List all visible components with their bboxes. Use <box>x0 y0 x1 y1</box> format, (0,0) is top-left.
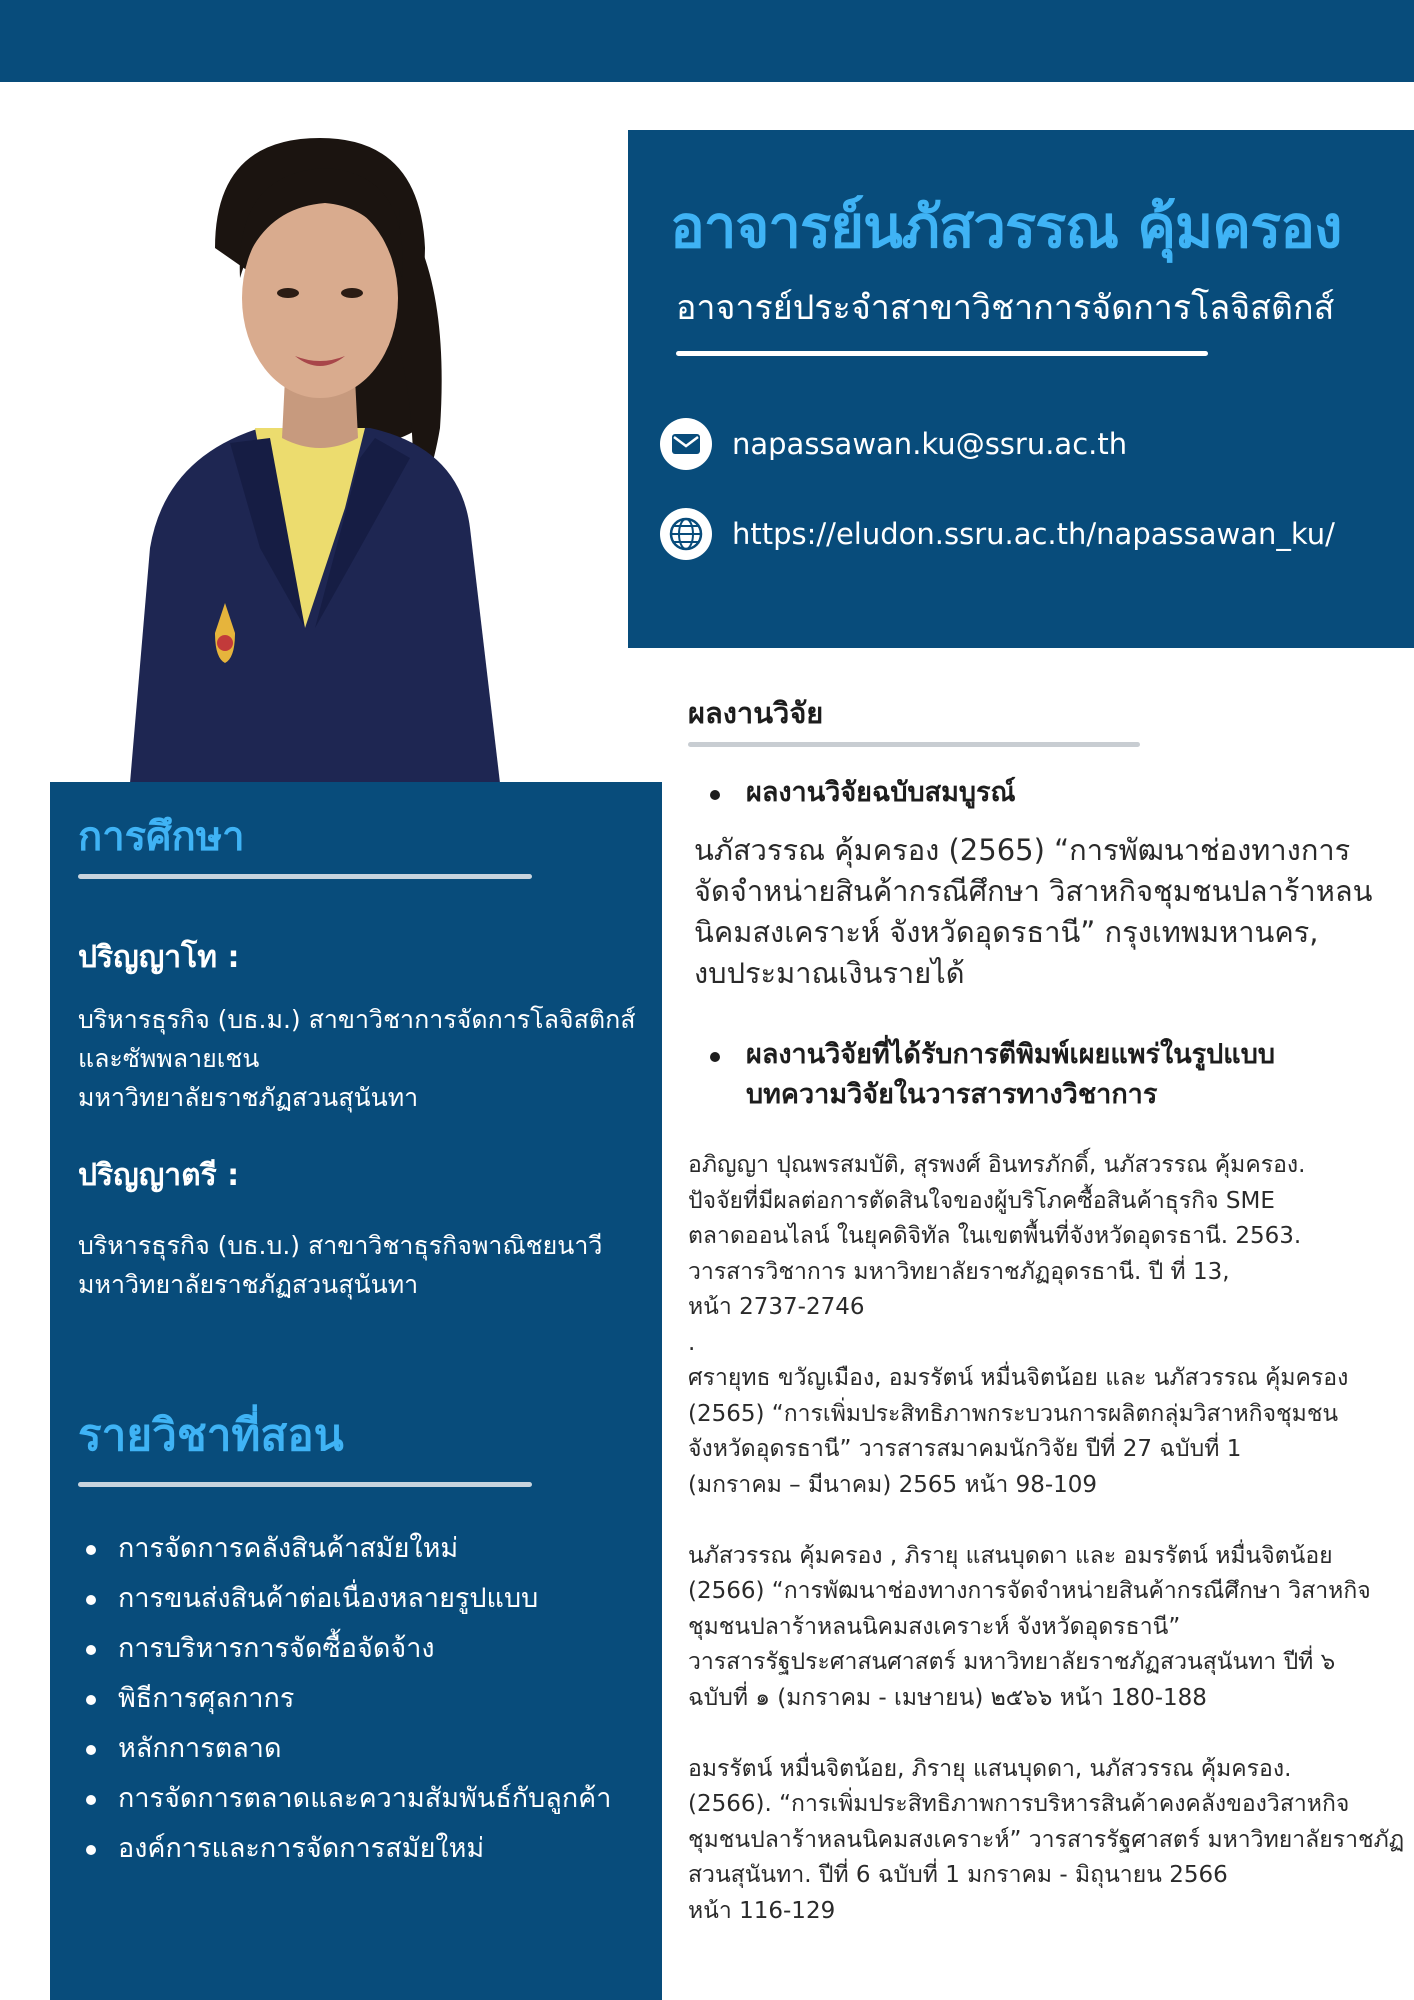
bachelor-degree-line: มหาวิทยาลัยราชภัฏสวนสุนันทา <box>78 1270 419 1299</box>
published-research-heading: ผลงานวิจัยที่ได้รับการตีพิมพ์เผยแพร่ในรูปแบบ <box>746 1039 1275 1070</box>
reference-line: ปัจจัยที่มีผลต่อการตัดสินใจของผู้บริโภคซื้อสินค้าธุรกิจ SME <box>688 1187 1275 1214</box>
master-degree-line: บริหารธุรกิจ (บธ.ม.) สาขาวิชาการจัดการโลจิสติกส์ <box>78 1005 636 1034</box>
reference-line: วารสารวิชาการ มหาวิทยาลัยราชภัฏอุดรธานี. ปี ที่ 13, <box>688 1258 1230 1285</box>
course-item: การขนส่งสินค้าต่อเนื่องหลายรูปแบบ <box>78 1574 611 1624</box>
research-heading: ผลงานวิจัย <box>688 696 824 730</box>
website-link[interactable]: https://eludon.ssru.ac.th/napassawan_ku/ <box>732 517 1335 551</box>
full-research-line: นิคมสงเคราะห์ จังหวัดอุดรธานี” กรุงเทพมหานคร, <box>694 915 1319 949</box>
course-item: องค์การและการจัดการสมัยใหม่ <box>78 1824 611 1874</box>
course-item: การจัดการคลังสินค้าสมัยใหม่ <box>78 1524 611 1574</box>
reference-line: หน้า 116-129 <box>688 1897 836 1924</box>
full-research-line: นภัสวรรณ คุ้มครอง (2565) “การพัฒนาช่องทางการ <box>694 833 1351 867</box>
divider <box>78 1482 532 1487</box>
website-contact[interactable] <box>660 506 1335 562</box>
full-research-line: งบประมาณเงินรายได้ <box>694 956 965 990</box>
reference-entry <box>688 1148 1404 1361</box>
master-degree-line: และซัพพลายเชน <box>78 1044 260 1073</box>
reference-entry <box>688 1361 1404 1503</box>
globe-icon <box>660 508 712 560</box>
course-item: การจัดการตลาดและความสัมพันธ์กับลูกค้า <box>78 1774 611 1824</box>
person-name: อาจารย์นภัสวรรณ คุ้มครอง <box>670 193 1342 261</box>
reference-list <box>688 1148 1404 1929</box>
full-research-heading: ผลงานวิจัยฉบับสมบูรณ์ <box>746 777 1016 808</box>
reference-entry <box>688 1539 1404 1717</box>
master-degree-line: มหาวิทยาลัยราชภัฏสวนสุนันทา <box>78 1083 419 1112</box>
profile-photo <box>120 128 550 783</box>
email-link[interactable]: napassawan.ku@ssru.ac.th <box>732 427 1128 461</box>
reference-line: จังหวัดอุดรธานี” วารสารสมาคมนักวิจัย ปีที่ 27 ฉบับที่ 1 <box>688 1436 1242 1462</box>
divider <box>676 351 1208 356</box>
mail-icon <box>660 418 712 470</box>
bullet <box>710 790 720 800</box>
full-research-entry <box>694 830 1372 994</box>
reference-line: (2566) “การพัฒนาช่องทางการจัดจำหน่ายสินค้ากรณีศึกษา วิสาหกิจ <box>688 1578 1371 1604</box>
left-panel <box>50 782 662 2000</box>
reference-line: สวนสุนันทา. ปีที่ 6 ฉบับที่ 1 มกราคม - มิถุนายน 2566 <box>688 1862 1228 1888</box>
email-contact[interactable] <box>660 416 1127 472</box>
course-list <box>78 1524 611 1874</box>
reference-line: . <box>688 1329 696 1356</box>
reference-entry <box>688 1752 1404 1930</box>
reference-line: อภิญญา ปุณพรสมบัติ, สุรพงศ์ อินทรภักดิ์, นภัสวรรณ คุ้มครอง. <box>688 1152 1306 1178</box>
reference-line: (มกราคม – มีนาคม) 2565 หน้า 98-109 <box>688 1471 1098 1498</box>
education-heading: การศึกษา <box>78 814 245 860</box>
reference-line: หน้า 2737-2746 <box>688 1294 865 1320</box>
reference-line: อมรรัตน์ หมื่นจิตน้อย, ภิรายุ แสนบุดดา, นภัสวรรณ คุ้มครอง. <box>688 1755 1292 1782</box>
reference-line: ชุมชนปลาร้าหลนนิคมสงเคราะห์” วารสารรัฐศาสตร์ มหาวิทยาลัยราชภัฏ <box>688 1826 1405 1853</box>
top-banner <box>0 0 1414 82</box>
divider <box>78 874 532 879</box>
master-degree-title: ปริญญาโท : <box>78 940 240 975</box>
divider <box>688 742 1140 747</box>
reference-line: ตลาดออนไลน์ ในยุคดิจิทัล ในเขตพื้นที่จังหวัดอุดรธานี. 2563. <box>688 1223 1302 1249</box>
header-panel <box>628 130 1414 648</box>
reference-line: (2566). “การเพิ่มประสิทธิภาพการบริหารสินค้าคงคลังของวิสาหกิจ <box>688 1791 1350 1817</box>
reference-line: วารสารรัฐประศาสนศาสตร์ มหาวิทยาลัยราชภัฏสวนสุนันทา ปีที่ ๖ <box>688 1649 1336 1675</box>
reference-line: (2565) “การเพิ่มประสิทธิภาพกระบวนการผลิตกลุ่มวิสาหกิจชุมชน <box>688 1400 1339 1427</box>
full-research-line: จัดจำหน่ายสินค้ากรณีศึกษา วิสาหกิจชุมชนปลาร้าหลน <box>694 874 1373 908</box>
job-title: อาจารย์ประจำสาขาวิชาการจัดการโลจิสติกส์ <box>676 288 1335 328</box>
bachelor-degree-line: บริหารธุรกิจ (บธ.บ.) สาขาวิชาธุรกิจพาณิชยนาวี <box>78 1231 603 1260</box>
reference-line: ชุมชนปลาร้าหลนนิคมสงเคราะห์ จังหวัดอุดรธานี” <box>688 1613 1181 1640</box>
published-research-heading: บทความวิจัยในวารสารทางวิชาการ <box>746 1079 1158 1110</box>
courses-heading: รายวิชาที่สอน <box>78 1410 344 1461</box>
bullet <box>710 1052 720 1062</box>
course-item: พิธีการศุลกากร <box>78 1674 611 1724</box>
course-item: หลักการตลาด <box>78 1724 611 1774</box>
course-item: การบริหารการจัดซื้อจัดจ้าง <box>78 1624 611 1674</box>
bachelor-degree-title: ปริญญาตรี : <box>78 1158 240 1193</box>
reference-line: ฉบับที่ ๑ (มกราคม - เมษายน) ๒๕๖๖ หน้า 180-188 <box>688 1684 1207 1711</box>
reference-line: ศรายุทธ ขวัญเมือง, อมรรัตน์ หมื่นจิตน้อย และ นภัสวรรณ คุ้มครอง <box>688 1365 1349 1391</box>
reference-line: นภัสวรรณ คุ้มครอง , ภิรายุ แสนบุดดา และ อมรรัตน์ หมื่นจิตน้อย <box>688 1542 1333 1569</box>
